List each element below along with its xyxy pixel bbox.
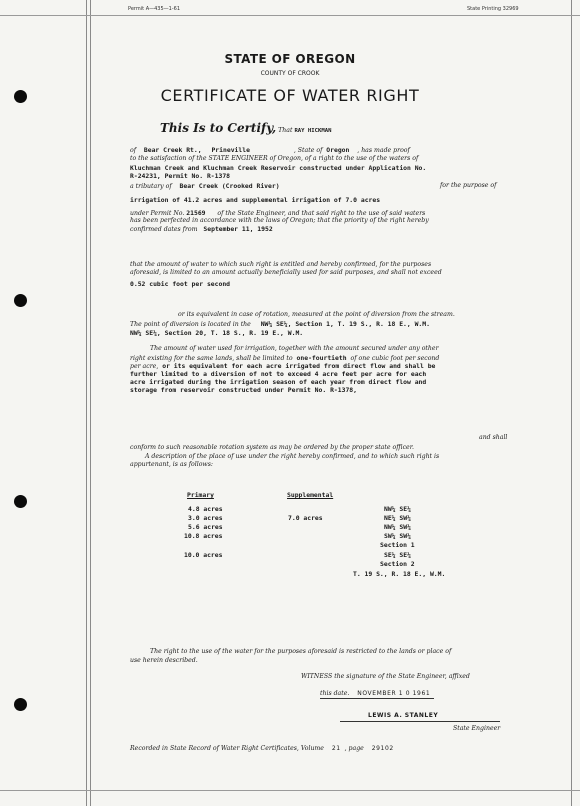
recorded-line <box>130 745 394 753</box>
primary-acres: 4.8 acres <box>188 505 223 513</box>
confirmed-label: confirmed dates from <box>130 226 198 233</box>
engineer-title: State Engineer <box>453 725 501 732</box>
restriction-line-2: use herein described. <box>130 657 198 664</box>
made-proof-label: , has made proof <box>357 147 410 154</box>
diversion-location-2: NW¼ SE¼, Section 20, T. 18 S., R. 19 E., W.M. <box>130 329 304 337</box>
tract: NE¼ SW¼ <box>384 514 411 522</box>
date-underline <box>320 698 434 699</box>
tract-section: Section 1 <box>380 541 415 549</box>
county-title: COUNTY OF CROOK <box>260 70 320 77</box>
purpose-label: for the purpose of <box>440 182 497 189</box>
priority-line <box>130 225 273 234</box>
primary-acres: 10.0 acres <box>184 551 223 559</box>
state-of-label: , State of <box>293 147 323 154</box>
irrigation-fraction: one-fourtieth <box>296 354 347 362</box>
primary-acres: 10.8 acres <box>184 532 223 540</box>
waters-line-2: R-24231, Permit No. R-1378 <box>130 172 231 180</box>
diversion-location-1: NW¼ SE¼, Section 1, T. 19 S., R. 18 E., W.M. <box>260 320 430 328</box>
waters-line-1: Kluchman Creek and Kluchman Creek Reservoir constructed under Application No. <box>130 164 427 172</box>
tract: NW¼ SE¼ <box>384 505 411 513</box>
margin-rule-right <box>571 0 572 806</box>
volume-number: 21 <box>331 745 341 752</box>
tract: SE¼ SE¼ <box>384 551 411 559</box>
witness-line: WITNESS the signature of the State Engineer, affixed <box>301 673 470 680</box>
date-line <box>320 690 430 698</box>
irrigation-line-5: acre irrigated during the irrigation season of each year from direct flow and <box>130 378 427 386</box>
certificate-title: CERTIFICATE OF WATER RIGHT <box>160 86 420 105</box>
certify-line <box>160 121 332 135</box>
printer-note: State Printing 32969 <box>467 6 519 12</box>
engineer-name: LEWIS A. STANLEY <box>368 712 439 719</box>
diversion-line-1 <box>130 320 430 329</box>
address-line <box>130 146 410 155</box>
irrigation-text: per acre, <box>130 363 159 370</box>
irrigation-line-6: storage from reservoir constructed under Permit No. R-1378, <box>130 386 358 394</box>
description-line-1: A description of the place of use under the right hereby confirmed, and to which such right is <box>145 453 440 460</box>
that-label: That <box>278 127 293 134</box>
bottom-rule <box>0 790 580 791</box>
owner-state: Oregon <box>326 146 350 154</box>
tract-section: Section 2 <box>380 560 415 568</box>
rotation-line: or its equivalent in case of rotation, measured at the point of diversion from the stream. <box>178 311 455 318</box>
and-shall: and shall <box>479 434 508 441</box>
page-number: 29102 <box>371 745 394 752</box>
amount-value: 0.52 cubic foot per second <box>130 280 231 288</box>
irrigation-line-1: The amount of water used for irrigation, together with the amount secured under any other <box>150 345 439 352</box>
certify-heading: This Is to Certify, <box>160 121 277 135</box>
punch-hole-icon <box>14 698 27 711</box>
form-number: Permit A—435—1-61 <box>128 6 181 12</box>
priority-date: September 11, 1952 <box>203 225 273 233</box>
primary-header: Primary <box>187 491 214 499</box>
punch-hole-icon <box>14 294 27 307</box>
of-label: of <box>130 147 137 154</box>
page-label: , page <box>344 745 364 752</box>
owner-address: Bear Creek Rt., <box>143 146 202 154</box>
supplemental-header: Supplemental <box>287 491 334 499</box>
owner-name: RAY HICKMAN <box>294 128 332 134</box>
tract: NW¼ SW¼ <box>384 523 411 531</box>
signature-line <box>340 721 500 722</box>
conform-line: conform to such reasonable rotation system as may be ordered by the proper state officer. <box>130 444 414 451</box>
issue-date-stamp: NOVEMBER 1 0 1961 <box>357 690 431 697</box>
primary-acres: 5.6 acres <box>188 523 223 531</box>
state-title: STATE OF OREGON <box>224 52 356 66</box>
irrigation-line-4: further limited to a diversion of not to exceed 4 acre feet per acre for each <box>130 370 427 378</box>
primary-acres: 3.0 acres <box>188 514 223 522</box>
tributary-value: Bear Creek (Crooked River) <box>179 182 280 190</box>
supplemental-acres: 7.0 acres <box>288 514 323 522</box>
satisfaction-line: to the satisfaction of the STATE ENGINEER of Oregon, of a right to the use of the waters of <box>130 155 419 162</box>
tract: SW¼ SW¼ <box>384 532 411 540</box>
permit-label: under Permit No. <box>130 210 185 217</box>
punch-hole-icon <box>14 495 27 508</box>
diversion-label: The point of diversion is located in the <box>130 321 251 328</box>
restriction-line-1: The right to the use of the water for the purposes aforesaid is restricted to the lands or place of <box>150 648 452 655</box>
tributary-label: a tributary of <box>130 183 172 190</box>
tributary-line <box>130 182 280 191</box>
irrigation-text: or its equivalent for each acre irrigated from direct flow and shall be <box>162 362 436 370</box>
owner-city: Prineville <box>211 146 250 154</box>
this-date-label: this date. <box>320 690 350 697</box>
margin-rule-left-inner <box>90 0 91 806</box>
purpose-value: irrigation of 41.2 acres and supplemental irrigation of 7.0 acres <box>130 196 381 204</box>
tract-township: T. 19 S., R. 18 E., W.M. <box>353 570 446 578</box>
perfected-line: has been perfected in accordance with the laws of Oregon; that the priority of the right hereby <box>130 217 429 224</box>
amount-line-2: aforesaid, is limited to an amount actually beneficially used for said purposes, and shall not exceed <box>130 269 442 276</box>
top-rule <box>0 15 580 16</box>
irrigation-text: right existing for the same lands, shall be limited to <box>130 355 293 362</box>
recorded-label: Recorded in State Record of Water Right Certificates, Volume <box>130 745 324 752</box>
permit-text: of the State Engineer, and that said right to the use of said waters <box>217 210 426 217</box>
irrigation-text: of one cubic foot per second <box>350 355 440 362</box>
margin-rule-left <box>86 0 87 806</box>
permit-number: 21569 <box>186 209 206 217</box>
description-line-2: appurtenant, is as follows: <box>130 461 213 468</box>
amount-line-1: that the amount of water to which such right is entitled and hereby confirmed, for the purposes <box>130 261 432 268</box>
